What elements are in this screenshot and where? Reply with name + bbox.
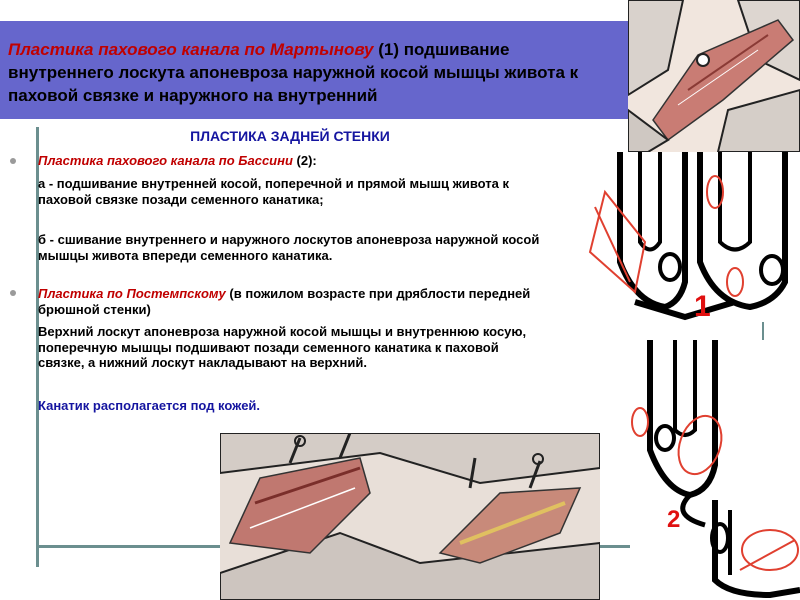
item-postempsky-note: (в пожилом возрасте при дряблости передней брюшной стенки)	[38, 286, 531, 317]
section-heading: ПЛАСТИКА ЗАДНЕЙ СТЕНКИ	[190, 128, 390, 144]
decorative-small-line	[762, 322, 764, 340]
item-bassini-ref: (2):	[292, 153, 317, 168]
title-red-part: Пластика пахового канала по Мартынову	[8, 40, 374, 59]
bullet-marker	[10, 290, 16, 296]
slide-title	[8, 38, 608, 107]
surgery-illustration-top	[628, 0, 800, 152]
item-a: а - подшивание внутренней косой, поперечной и прямой мышц живота к паховой связке позади семенного канатика;	[38, 176, 510, 207]
item-postempsky-desc: Верхний лоскут апоневроза наружной косой мышцы и внутреннюю косую, поперечную мышцы подшивают позади семенного канатика к паховой связке, а нижний лоскут накладывают на верхний.	[38, 324, 527, 370]
item-bassini	[38, 153, 548, 169]
bullet-marker	[10, 158, 16, 164]
item-postempsky	[38, 286, 548, 317]
title-ref: (1)	[378, 40, 399, 59]
title-text: подшивание внутреннего лоскута апоневроза наружной косой мышцы живота к паховой связке и наружного на внутренний	[8, 40, 579, 105]
item-canal-note: Канатик располагается под кожей.	[38, 398, 261, 413]
surgery-illustration-bottom	[220, 433, 600, 600]
item-b: б - сшивание внутреннего и наружного лоскутов апоневроза наружной косой мышцы живота впереди семенного канатика.	[38, 232, 540, 263]
item-postempsky-title: Пластика по Постемпскому	[38, 286, 226, 301]
figure-label-1: 1	[694, 290, 711, 323]
diagram-1	[575, 152, 800, 322]
item-bassini-title: Пластика пахового канала по Бассини	[38, 153, 293, 168]
diagram-2	[620, 340, 800, 600]
figure-label-2: 2	[667, 506, 681, 533]
